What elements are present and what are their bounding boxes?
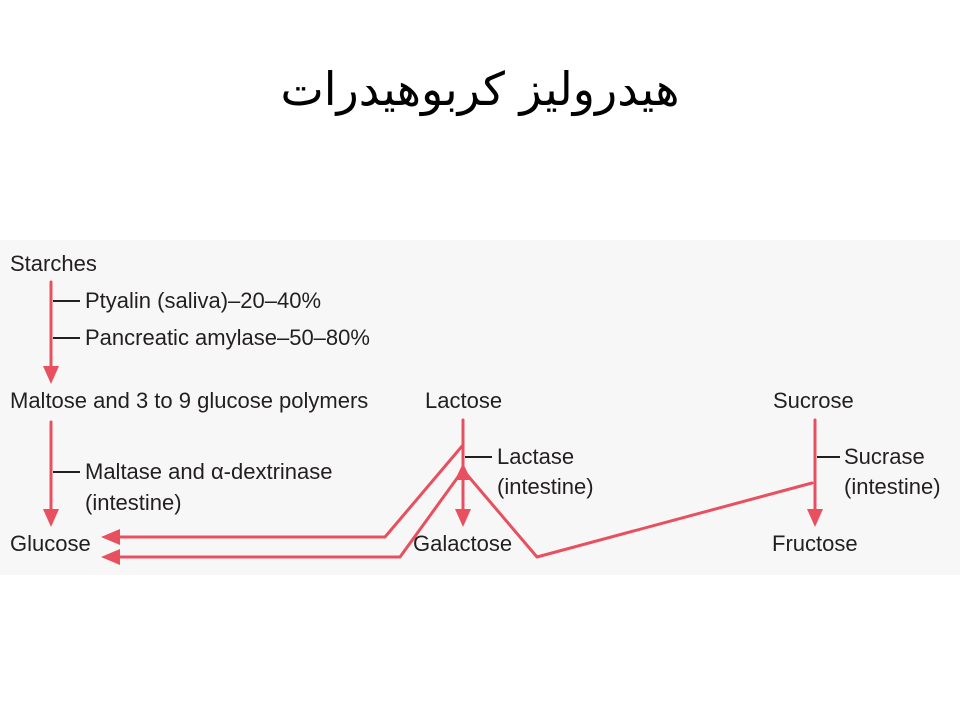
arrowhead-fructose (807, 509, 823, 527)
enzyme-lactase-line2: (intestine) (497, 474, 594, 499)
node-lactose: Lactose (425, 388, 503, 413)
arrowhead-glucose (43, 509, 59, 527)
enzyme-maltase-line2: (intestine) (85, 490, 182, 515)
arrowhead-galactose (455, 509, 471, 527)
enzyme-sucrase-line1: Sucrase (844, 444, 925, 469)
node-galactose: Galactose (413, 531, 513, 556)
enzyme-sucrase-line2: (intestine) (844, 474, 941, 499)
enzyme-pancreatic-amylase: Pancreatic amylase–50–80% (85, 325, 370, 350)
arrowhead-glucose-lower (101, 549, 120, 565)
enzyme-lactase-line1: Lactase (497, 444, 575, 469)
node-starches: Starches (10, 251, 97, 276)
node-glucose: Glucose (10, 531, 91, 556)
arrowhead-maltose (43, 366, 59, 384)
arrowhead-glucose-upper (101, 529, 120, 545)
node-fructose: Fructose (772, 531, 858, 556)
enzyme-ptyalin: Ptyalin (saliva)–20–40% (85, 288, 322, 313)
arrowhead-galactose-inner (455, 463, 471, 480)
page-title: هیدرولیز کربوهیدرات (280, 62, 680, 116)
enzyme-maltase-line1: Maltase and α-dextrinase (85, 459, 333, 484)
node-sucrose: Sucrose (773, 388, 854, 413)
node-maltose: Maltose and 3 to 9 glucose polymers (10, 388, 369, 413)
